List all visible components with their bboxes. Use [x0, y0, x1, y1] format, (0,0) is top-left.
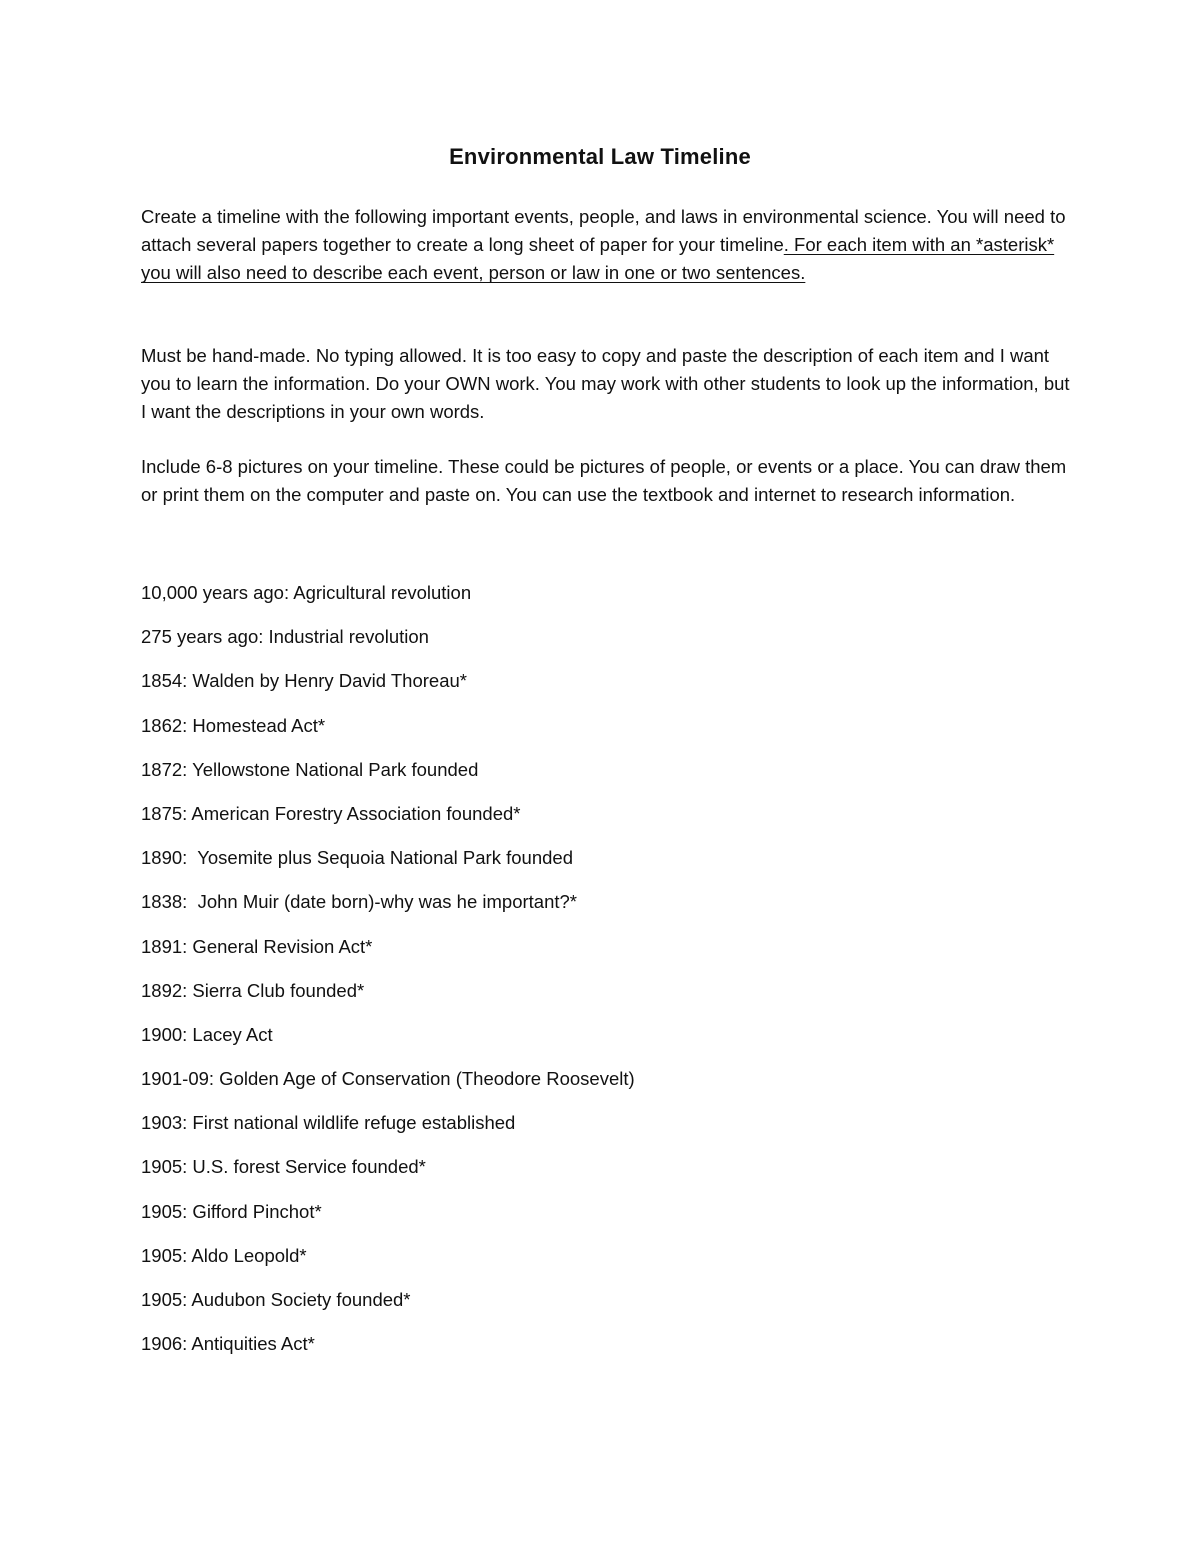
timeline-item: 1903: First national wildlife refuge established [141, 1112, 516, 1134]
timeline-item: 1905: U.S. forest Service founded* [141, 1156, 426, 1178]
timeline-item: 275 years ago: Industrial revolution [141, 626, 429, 648]
timeline-item: 1891: General Revision Act* [141, 935, 373, 957]
intro-paragraph [141, 203, 1071, 288]
timeline-list [141, 579, 1071, 1374]
timeline-item: 1854: Walden by Henry David Thoreau* [141, 670, 467, 692]
timeline-item: 1905: Gifford Pinchot* [141, 1200, 322, 1222]
timeline-item: 1892: Sierra Club founded* [141, 979, 365, 1001]
intro-text: Create a timeline with the following important events, people, and laws in environmental science. You will need to attach several papers together to create a long sheet of paper for your timeline [141, 206, 1066, 256]
timeline-item: 1905: Aldo Leopold* [141, 1244, 307, 1266]
timeline-item: 1862: Homestead Act* [141, 714, 326, 736]
pictures-paragraph: Include 6-8 pictures on your timeline. These could be pictures of people, or events or a place. You can draw them or print them on the computer and paste on. You can use the textbook and internet to research information. [141, 456, 1067, 506]
timeline-item: 1900: Lacey Act [141, 1023, 273, 1045]
document-title: Environmental Law Timeline [449, 144, 751, 169]
timeline-item: 10,000 years ago: Agricultural revolution [141, 582, 472, 603]
handmade-rules-paragraph: Must be hand-made. No typing allowed. It is too easy to copy and paste the description of each item and I want you to learn the information. Do your OWN work. You may work with other students to look up the information, but I want the descriptions in your own words. [141, 345, 1070, 423]
timeline-item: 1890: Yosemite plus Sequoia National Park founded [141, 847, 573, 869]
timeline-item: 1838: John Muir (date born)-why was he important?* [141, 891, 577, 913]
timeline-item: 1905: Audubon Society founded* [141, 1289, 411, 1310]
timeline-item: 1906: Antiquities Act* [141, 1333, 315, 1355]
timeline-item: 1901-09: Golden Age of Conservation (Theodore Roosevelt) [141, 1068, 635, 1090]
timeline-item: 1872: Yellowstone National Park founded [141, 758, 479, 780]
timeline-item: 1875: American Forestry Association founded* [141, 802, 521, 824]
intro-underlined-instructions: . For each item with an *asterisk* you will also need to describe each event, person or law in one or two sentences. [141, 234, 1055, 284]
